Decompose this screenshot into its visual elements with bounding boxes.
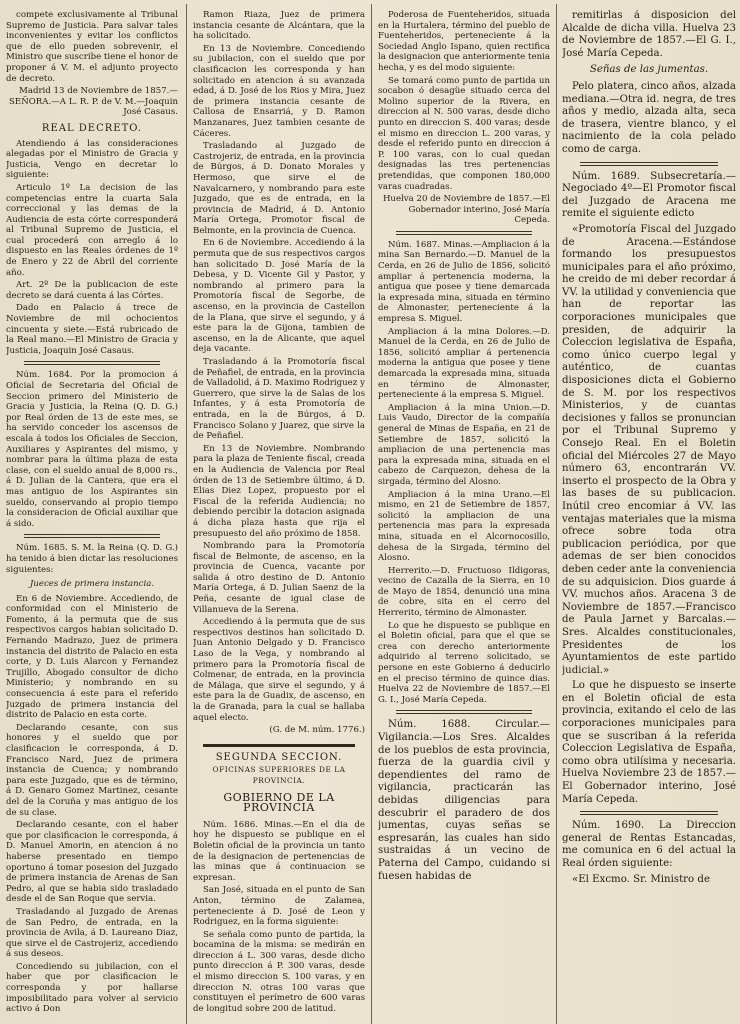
paragraph: Trasladando al Juzgado de Arenas de San Pedro, de entrada, en la provincia de Avila, á D. Laureano Diaz, que sirve el de Castrojeriz, accediendo á sus deseos. [6,906,178,960]
paragraph: Núm. 1688. Circular.—Vigilancia.—Los Sres. Alcaldes de los pueblos de esta provincia, fuerza de la guardia civil y dependientes del ramo de vigilancia, practicarán las debidas diligencias para descubrir el paradero de dos jumentas, cuyas señas se espresarán, las cuales han sido sustraidas á un vecino de Paterna del Campo, cuidando si fuesen habidas de [378,719,550,882]
paragraph: Se tomará como punto de partida un socabon ó desagüe situado cerca del Molino superior de la Rivera, en direccion al N. 500 varas, desde dicho punto en direccion S. 400 varas; desde el mismo en direccion L. 200 varas, y desde el referido punto en direccion á P. 100 varas, con lo cual quedan designadas las tres pertenencias pretendidas, que componen 180,000 varas cuadradas. [378,75,550,192]
section-title: SEGUNDA SECCION. [215,751,343,763]
column-1 [6,10,178,1020]
separator [24,534,160,538]
separator [396,710,532,714]
paragraph: Núm. 1686. Minas.—En el dia de hoy he dispuesto se publique en el Boletin oficial de la provincia un tanto de la designacion de pertenencias de las minas que á continuacion se expresan. [193,819,365,883]
paragraph: Núm. 1690. La Direccion general de Rentas Estancadas, me comunica en 6 del actual la Real órden siguiente: [562,820,736,869]
paragraph: En 13 de Noviembre. Nombrando para la plaza de Teniente fiscal, creada en la Audiencia de Valencia por Real órden de 13 de Setiembre último, á D. Elias Diez Lopez, propuesto por el Fiscal de la referida Audiencia; no debiendo percibir la dotacion asignada á dicha plaza hasta que rija el presupuesto del año próximo de 1858. [193,443,365,539]
paragraph: Accediendo á la permuta que de sus respectivos destinos han solicitado D. Juan Antonio Delgado y D. Francisco Laso de la Vega, y nombrando al primero para la Promotoría fiscal de Colmenar, de entrada, en la provincia de Málaga, que sirve el segundo, y á este para la de Guadix, de ascenso, en la de Granada, para la cual se hallaba aquel electo. [193,617,365,723]
paragraph: Declarando cesante, con el haber que por clasificacion le corresponda, á D. Manuel Amorin, en atencion á no haberse presentado en tiempo oportuno á tomar posesion del Juzgado de primera instancia de Arenas de San Pedro, al que se habia sido trasladado desde el de San Roque que servia. [6,820,178,905]
paragraph: Herrerito.—D. Fructuoso Ildigoras, vecino de Cazalla de la Sierra, en 10 de Mayo de 1854, denunció una mina de cobre, sita en el cerro del Herrerito, término de Almonaster. [378,565,550,619]
column-2 [193,10,365,1020]
paragraph: Trasladando al Juzgado de Castrojeriz, de entrada, en la provincia de Búrgos, á D. Donato Morales y Hermoso, que sirve el de Navalcarnero, y nombrando para este Juzgado, que es de entrada, en la provincia de Madrid, á D. Antonio María Ortega, Promotor fiscal de Belmonte, en la provincia de Cuenca. [193,141,365,236]
paragraph: En 6 de Noviembre. Accediendo á la permuta que de sus respectivos cargos han solicitado D. José María de la Debesa, y D. Vicente Gil y Pastor, y nombrando al primero para la Promotoría fiscal de Segorbe, de ascenso, en la provincia de Castellon de la Plana, que sirve el segundo, y á este para la de Gijona, tambien de ascenso, en la de Alicante, que aquel deja vacante. [193,238,365,355]
paragraph: En 13 de Noviembre. Concediendo su jubilacion, con el sueldo que por clasificacion les corresponda y han solicitado en atencion á su avanzada edad, á D. José de los Rios y Mira, Juez de primera instancia cesante de Callosa de Ensarriá, y D. Ramon Manzanares, Juez tambien cesante de Cáceres. [193,43,365,139]
paragraph: Nombrando para la Promotoría fiscal de Belmonte, de ascenso, en la provincia de Cuenca, vacante por salida á otro destino de D. Antonio María Ortega, á D. Julian Saenz de la Peña, cesante de igual clase de Villanueva de la Serena. [193,541,365,615]
paragraph: Ampliacion á la mina Union.—D. Luis Vaudo, Director de la compañía general de Minas de España, en 21 de Setiembre de 1857, solicitó la ampliacion de una pertenencia mas para la expresada mina, situada en el cabezo de Carquezon, dehesa de la sirgada, término del Alosno. [378,402,550,487]
paragraph: En 6 de Noviembre. Accediendo, de conformidad con el Ministerio de Fomento, á la permuta que de sus respectivos cargos habian solicitado D. Fernando Madrazo, Juez de primera instancia del distrito de Palacio en esta corte, y D. Luis Alarcon y Fernandez Trujillo, Abogado consultor de dicho Ministerio; y nombrando en su consecuencia á este para el referido Juzgado de primera instancia del distrito de Palacio en esta corte. [6,593,178,721]
separator [24,361,160,365]
section-rule [203,744,355,747]
heading-senas: Señas de las jumentas. [589,64,709,76]
column-4 [562,10,736,1020]
separator [580,811,718,815]
paragraph: remitirlas á disposicion del Alcalde de dicha villa. Huelva 23 de Noviembre de 1857.—El G. I., José María Cepeda. [562,10,736,59]
paragraph: San José, situada en el punto de San Anton, término de Zalamea, perteneciente á D. José de Leon y Rodriguez, en la forma siguiente: [193,885,365,928]
heading-jueces: Jueces de primera instancia. [29,579,155,590]
paragraph: Núm. 1687. Minas.—Ampliacion á la mina San Bernardo.—D. Manuel de la Cerda, en 26 de Julio de 1856, solicitó ampliar á pertenencia moderna, la antigua que posee y tiene demarcada la expresada mina, situada en término de Almonaster, perteneciente á la empresa S. Miguel. [378,239,550,325]
signature: Madrid 13 de Noviembre de 1857.—SEÑORA.—A L. R. P. de V. M.—Joaquin José Casaus. [9,86,178,118]
signature: Huelva 20 de Noviembre de 1857.—El Gobernador interino, José María Cepeda. [382,194,550,226]
separator [580,162,718,166]
paragraph: compete exclusivamente al Tribunal Supremo de Justicia. Para salvar tales inconvenientes y evitar los conflictos que de ello pueden sobrevenir, el Ministro que suscribe tiene el honor de proponer á V. M. el adjunto proyecto de decreto. [6,10,178,84]
paragraph: Núm. 1684. Por la promocion á Oficial de Secretaria del Oficial de Seccion primero del Ministerio de Gracia y Justicia, la Reina (Q. D. G.) por Real órden de 13 de este mes, se ha servido conceder los ascensos de escala á todos los Oficiales de Seccion, Auxiliares y Aspirantes del mismo, y nombrar para la última plaza de esta clase, con el sueldo anual de 8,000 rs., á D. Julian de la Cantera, que era el mas antiguo de los Aspirantes sin sueldo, conservando al propio tiempo la consideracion de Oficial auxiliar que á sido. [6,370,178,529]
column-rule [186,4,187,1024]
source-citation: (G. de M. núm. 1776.) [269,725,365,736]
paragraph: Ampliacion á la mina Urano.—El mismo, en 21 de Setiembre de 1857, solicitó la ampliacion de una pertenencia mas para la expresada mina, situada en el Alcornocosillo, dehesa de la Sirgada, término del Alosno. [378,489,550,564]
paragraph: Lo que he dispuesto se publique en el Boletin oficial, para que el que se crea con derecho anteriormente adquirido al terreno solicitado, se persone en este Gobierno á deducirlo en el preciso término de quince dias. Huelva 22 de Noviembre de 1857.—El G. I., José María Cepeda. [378,620,550,705]
paragraph: Poderosa de Fuenteheridos, situada en la Hurtalera, término del pueblo de Fuenteheridos, perteneciente á la Sociedad Anglo Ispano, quien rectifica la designacion que anteriormente tenia hecha, y es del modo siguiente: [378,10,550,73]
paragraph: Ampliacion á la mina Dolores.—D. Manuel de la Cerda, en 26 de Julio de 1856, solicitó ampliar á pertenencia moderna la antigua que posee y tiene demarcada la expresada mina, situada en término de Almonaster, perteneciente á la empresa S. Miguel. [378,326,550,401]
paragraph: Art. 2º De la publicacion de este decreto se dará cuenta á las Córtes. [6,280,178,301]
column-3 [378,10,550,1020]
section-subtitle: OFICINAS SUPERIORES DE LA PROVINCIA. [212,765,346,785]
paragraph: Atendiendo á las consideraciones alegadas por el Ministro de Gracia y Justicia, Vengo en decretar lo siguiente: [6,138,178,181]
paragraph: Ramon Riaza, Juez de primera instancia cesante de Alcántara, que la ha solicitado. [193,10,365,42]
paragraph: «El Excmo. Sr. Ministro de [572,873,710,885]
paragraph: Lo que he dispuesto se inserte en el Boletin oficial de esta provincia, exitando el celo de las corporaciones municipales para que se suscriban á la referida Coleccion Legislativa de España, como obra utilísima y necesaria. Huelva Noviembre 23 de 1857.—El Gobernador interino, José María Cepeda. [562,680,736,805]
paragraph: Dado en Palacio á trece de Noviembre de mil ochocientos cincuenta y siete.—Está rubricado de la Real mano.—El Ministro de Gracia y Justicia, Joaquin José Casaus. [6,303,178,356]
paragraph: Pelo platera, cinco años, alzada mediana.—Otra id. negra, de tres años y medio, alzada alta, seca de trasera, vientre blanco, y el nacimiento de la cola pelado como de carga. [562,80,736,155]
paragraph: Se señala como punto de partida, la bocamina de la misma: se medirán en direccion á L. 300 varas, desde dicho punto direccion á P. 300 varas, desde el mismo direccion S. 100 varas, y en direccion N. otras 100 varas que constituyen el perímetro de 600 varas de longitud sobre 200 de latitud. [193,929,365,1014]
paragraph: Articulo 1º La decision de las competencias entre la cuarta Sala correccional y las demas de la Audiencia de esta córte corresponderá al Tribunal Supremo de Justicia, el cual procederá con arreglo á lo dispuesto en las Reales órdenes de 1º de Enero y 22 de Abril del corriente año. [6,182,178,278]
paragraph: Concediendo su jubilacion, con el haber que por clasificacion le corresponda y por hallarse imposibilitado para volver al servicio activo á Don [6,961,178,1015]
separator [396,231,532,235]
column-rule [556,4,557,1024]
heading-gobierno: GOBIERNO DE LA PROVINCIA [223,790,335,815]
paragraph: Núm. 1685. S. M. la Reina (Q. D. G.) ha tenido á bien dictar las resoluciones siguientes: [6,543,178,575]
paragraph: «Promotoría Fiscal del Juzgado de Aracena.—Estándose formando los presupuestos municipales para el año próximo, he creido de mi deber recordar á VV. la utilidad y conveniencia que han de reportar las corporaciones municipales que presiden, de adquirir la Coleccion legislativa de España, como único cuerpo legal y auténtico, de cuantas disposiciones dicta el Gobierno de S. M. por los respectivos Ministerios, y de cuantas decisiones y fallos se pronuncian por el Tribunal Supremo y Consejo Real. En el Boletin oficial del Miércoles 27 de Mayo número 63, encontrarán VV. inserto el prospecto de la Obra y las bases de su publicacion. Inútil creo encomiar á VV. las ventajas materiales que la misma ofrece sobre toda otra publicacion periódica, por que ademas de ser bien conocidos deben ceder ante la conveniencia de su adquisicion. Dios guarde á VV. muchos años. Aracena 3 de Noviembre de 1857.—Francisco de Paula Jarnet y Barcalas.—Sres. Alcaldes constitucionales, Presidentes de los Ayuntamientos de este partido judicial.» [562,223,736,676]
paragraph: Declarando cesante, con sus honores y el sueldo que por clasificacion le corresponda, á D. Francisco Nard, Juez de primera instancia de Cuenca; y nombrando para este Juzgado, que es de término, á D. Genaro Gomez Martinez, cesante del de la Coruña y mas antiguo de los de su clase. [6,722,178,818]
column-rule [371,4,372,1024]
paragraph: Trasladando á la Promotoría fiscal de Peñafiel, de entrada, en la provincia de Valladolid, á D. Maximo Rodriguez y Guerrero, que sirve la de Salas de los Infantes, y á esta Promotoría de entrada, en la de Búrgos, á D. Francisco Solano y Juarez, que sirve la de Peñafiel. [193,357,365,442]
paragraph: Núm. 1689. Subsecretaría.—Negociado 4º—El Promotor fiscal del Juzgado de Aracena me remite el siguiente edicto [562,170,736,220]
heading-real-decreto: REAL DECRETO. [41,122,143,134]
